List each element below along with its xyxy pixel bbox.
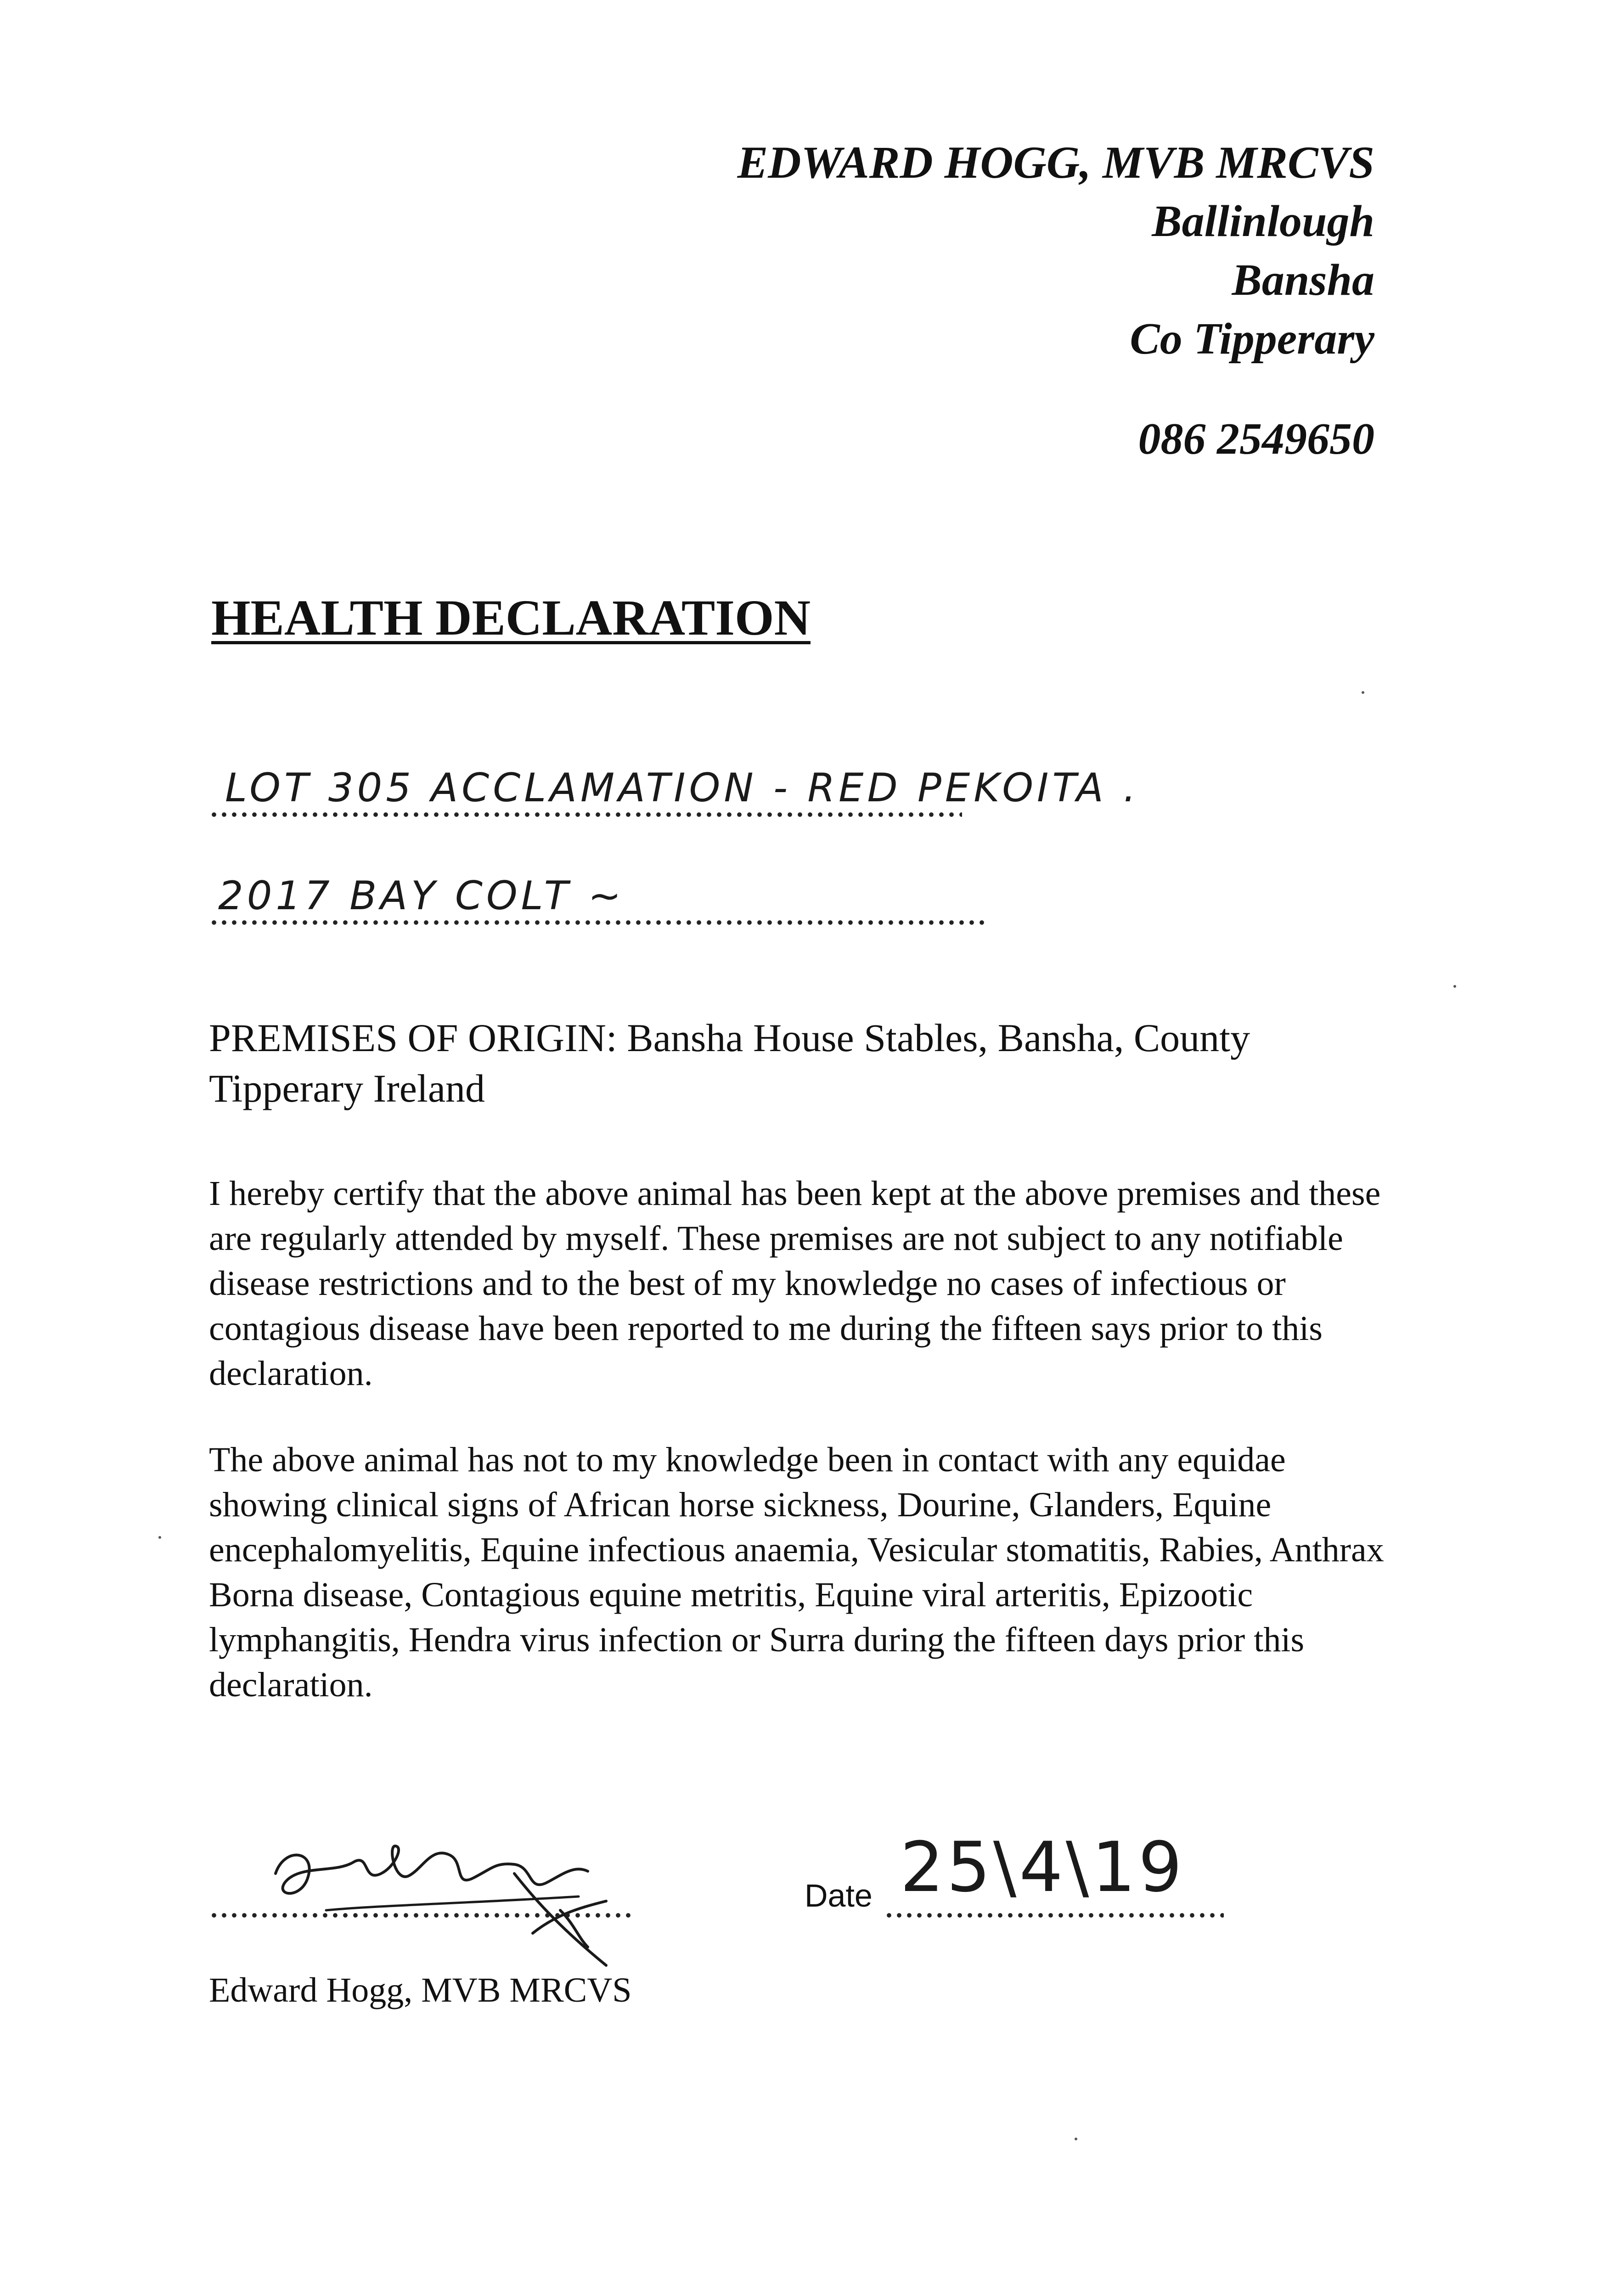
signatory-name: Edward Hogg, MVB MRCVS (209, 1971, 632, 2009)
signature (257, 1818, 652, 1970)
certification-paragraph: I hereby certify that the above animal has been kept at the above premises and these are regularly attended by myself. These premises are not subject to any notifiable disease restrictions and to the best of my knowledge no cases of infectious or contagious disease have been reported to me during the fifteen says prior to this declaration. (209, 1174, 1381, 1393)
date-line (884, 1913, 1224, 1918)
letterhead (594, 133, 1374, 468)
date-label: Date (805, 1878, 873, 1913)
disease-contact-paragraph: The above animal has not to my knowledge been in contact with any equidae showing clinical signs of African horse sickness, Dourine, Glanders, Equine encephalomyelitis, Equine infectious anaemia, Vesicular stomatitis, Rabies, Anthrax Borna disease, Contagious equine metritis, Equine viral arteritis, Epizootic lymphangitis, Hendra virus infection or Surra during the fifteen days prior this declaration. (209, 1441, 1384, 1704)
scan-speck (158, 1536, 161, 1539)
scan-speck (1362, 691, 1364, 694)
address-line-2: Bansha (1232, 255, 1374, 305)
document-title: HEALTH DECLARATION (211, 590, 811, 646)
address-line-1: Ballinlough (1152, 197, 1374, 246)
dotted-line (209, 920, 990, 925)
handwritten-lot-text: LOT 305 ACCLAMATION - RED PEKOITA . (225, 765, 1140, 811)
address-line-3: Co Tipperary (1130, 314, 1374, 364)
phone-number: 086 2549650 (1138, 414, 1374, 464)
vet-name-heading: EDWARD HOGG, MVB MRCVS (737, 137, 1374, 188)
dotted-line (209, 812, 962, 817)
handwritten-description-text: 2017 BAY COLT ~ (218, 873, 625, 919)
premises-of-origin: PREMISES OF ORIGIN: Bansha House Stables, Bansha, County Tipperary Ireland (209, 1016, 1250, 1110)
scan-speck (1075, 2138, 1077, 2140)
handwritten-date: 25\4\19 (900, 1828, 1185, 1908)
signature-line (209, 1913, 636, 1918)
handwritten-line-2 (209, 856, 999, 925)
handwritten-line-1 (209, 748, 1348, 817)
scan-speck (1453, 985, 1456, 988)
